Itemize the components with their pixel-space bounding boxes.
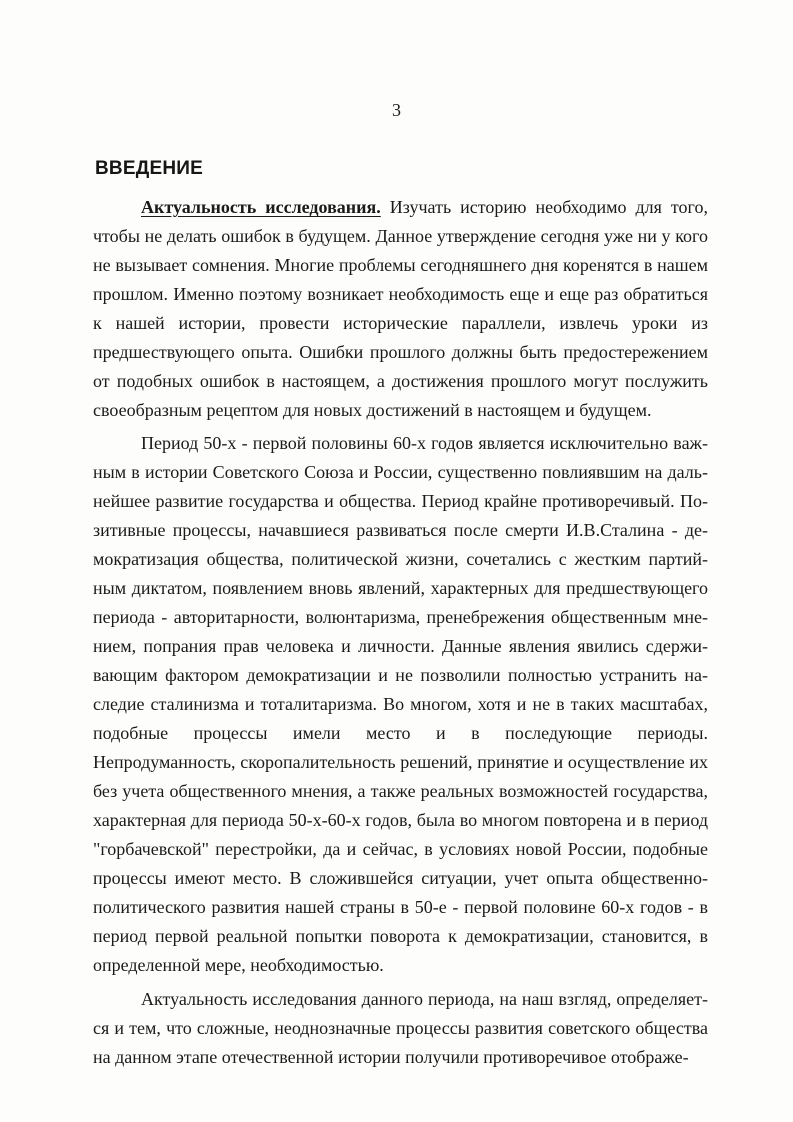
paragraph-period <box>93 429 708 980</box>
paragraph-3: Актуальность исследования данного периода, на наш взгляд, определяется и тем, что сложные, неоднозначные процессы развития советского общества на данном этапе отечественной истории получили противоречивое отображе- <box>93 989 708 1067</box>
section-heading: ВВЕДЕНИЕ <box>95 158 203 179</box>
paragraph-2: Период 50-х - первой половины 60-х годов является исключительно важным в истории Советского Союза и России, существенно повлиявшим на дальнейшее развитие государства и общества. Период крайне противоречивый. Позитивные процессы, начавшиеся развиваться после смерти И.В.Сталина - демократизация общества, политической жизни, сочетались с жестким партийным диктатом, появлением вновь явлений, характерных для предшествующего периода - авторитарности, волюнтаризма, пренебрежения общественным мнением, попрания прав человека и личности. Данные явления явились сдерживающим фактором демократизации и не позволили полностью устранить наследие сталинизма и тоталитаризма. Во многом, хотя и не в таких масштабах, подобные процессы имели место и в последующие периоды. Непродуманность, скоропалительность решений, принятие и осуществление их без учета общественного мнения, а также реальных возможностей государства, характерная для периода 50-х-60-х годов, была во многом повторена и в период "горбачевской" перестройки, да и сейчас, в условиях новой России, подобные процессы имеют место. В сложившейся ситуации, учет опыта общественно-политического развития нашей страны в 50-е - первой половине 60-х годов - в период первой реальной попытки поворота к демократизации, становится, в определенной мере, необходимостью. <box>93 433 708 975</box>
paragraph-lead: Актуальность исследования. <box>141 197 381 217</box>
paragraph-relevance <box>93 193 708 425</box>
paragraph-1-text: Изучать историю необходимо для того, чтобы не делать ошибок в будущем. Данное утверждение сегодня уже ни у кого не вызывает сомнения. Многие проблемы сегодняшнего дня коренятся в нашем прошлом. Именно поэтому возникает необходимость еще и еще раз обратиться к нашей истории, провести исторические параллели, извлечь уроки из предшествующего опыта. Ошибки прошлого должны быть предостережением от подобных ошибок в настоящем, а достижения прошлого могут послужить своеобразным рецептом для новых достижений в настоящем и будущем. <box>93 197 708 420</box>
page-number: 3 <box>392 100 401 120</box>
paragraph-continuation <box>93 985 708 1072</box>
paragraph-1 <box>93 193 708 425</box>
